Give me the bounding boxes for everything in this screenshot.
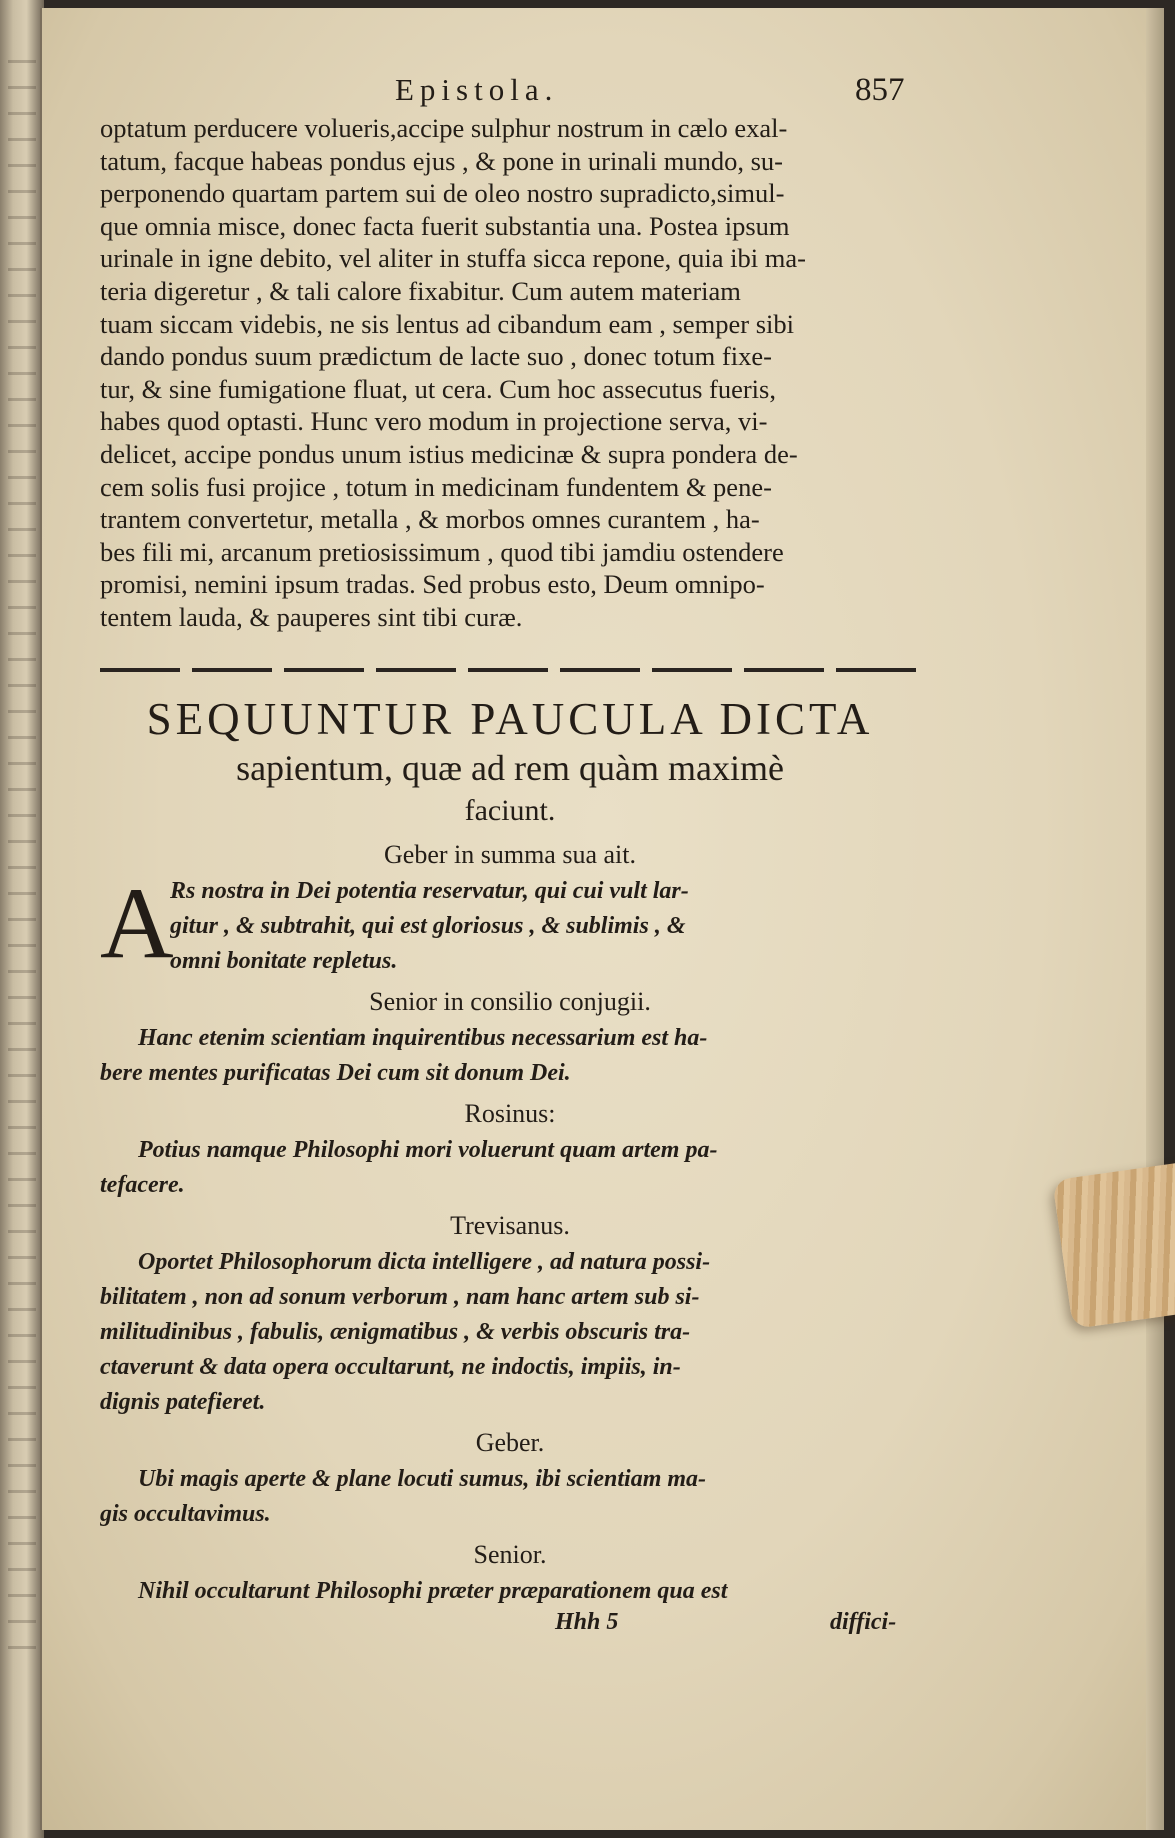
page-number: 857 — [855, 72, 905, 108]
signature-mark: Hhh 5 — [555, 1608, 619, 1635]
citation-source: Rosinus: — [464, 1098, 556, 1128]
quote-line: gis occultavimus. — [100, 1500, 271, 1527]
quote-line: Hanc etenim scientiam inquirentibus necessarium est ha- — [138, 1024, 708, 1051]
quote-line: Ubi magis aperte & plane locuti sumus, ibi scientiam ma- — [138, 1465, 707, 1492]
quote-line: Nihil occultarunt Philosophi præter præparationem qua est — [138, 1577, 728, 1604]
citation-source: Senior. — [473, 1539, 547, 1569]
body-paragraph — [100, 112, 920, 634]
quotation — [100, 866, 920, 980]
page-footer-marks — [100, 1609, 920, 1643]
body-line: perponendo quartam partem sui de oleo nostro supradicto,simul- — [100, 178, 785, 209]
body-line: delicet, accipe pondus unum istius medicinæ & supra pondera de- — [100, 438, 798, 469]
page-fore-edge — [1146, 8, 1164, 1830]
section-heading-line3: faciunt. — [464, 793, 556, 827]
body-line: tatum, facque habeas pondus ejus , & pone in urinali mundo, su- — [100, 145, 783, 176]
section-divider-rule — [100, 668, 920, 672]
quote-line: tefacere. — [100, 1171, 185, 1198]
drop-cap-initial: A — [100, 866, 174, 980]
section-heading-line2: sapientum, quæ ad rem quàm maximè — [236, 747, 784, 788]
body-line: trantem convertetur, metalla , & morbos omnes curantem , ha- — [100, 504, 760, 535]
wooden-clip — [1052, 1161, 1175, 1329]
body-line: promisi, nemini ipsum tradas. Sed probus esto, Deum omnipo- — [100, 569, 765, 600]
running-head-title: Epistola. — [395, 72, 559, 107]
body-line: cem solis fusi projice , totum in medicinam fundentem & pene- — [100, 471, 772, 502]
quote-line: bere mentes purificatas Dei cum sit donum Dei. — [100, 1059, 571, 1086]
body-line: tur, & sine fumigatione fluat, ut cera. Cum hoc assecutus fueris, — [100, 373, 776, 404]
citation-source: Trevisanus. — [450, 1210, 570, 1240]
body-line: dando pondus suum prædictum de lacte suo , donec totum fixe- — [100, 341, 772, 372]
running-head — [100, 70, 920, 112]
quotation — [100, 1021, 920, 1091]
quote-line: Potius namque Philosophi mori voluerunt quam artem pa- — [138, 1136, 718, 1163]
quote-line: bilitatem , non ad sonum verborum , nam hanc artem sub si- — [100, 1283, 700, 1310]
quotation — [100, 1574, 920, 1609]
quote-line: militudinibus , fabulis, ænigmatibus , & verbis obscuris tra- — [100, 1318, 691, 1345]
catchword: diffici- — [830, 1608, 897, 1635]
quote-line: omni bonitate repletus. — [170, 947, 398, 974]
quote-line: gitur , & subtrahit, qui est gloriosus , & sublimis , & — [170, 912, 686, 939]
body-line: que omnia misce, donec facta fuerit substantia una. Postea ipsum — [100, 210, 790, 241]
body-line: habes quod optasti. Hunc vero modum in projectione serva, vi- — [100, 406, 768, 437]
body-line: urinale in igne debito, vel aliter in stuffa sicca repone, quia ibi ma- — [100, 243, 806, 274]
body-line: bes fili mi, arcanum pretiosissimum , quod tibi jamdiu ostendere — [100, 536, 784, 567]
quote-line: Oportet Philosophorum dicta intelligere , ad natura possi- — [138, 1248, 711, 1275]
citation-source: Senior in consilio conjugii. — [369, 986, 651, 1016]
body-line: optatum perducere volueris,accipe sulphur nostrum in cælo exal- — [100, 113, 788, 143]
text-block — [100, 70, 920, 1643]
body-line: teria digeretur , & tali calore fixabitur. Cum autem materiam — [100, 275, 741, 306]
section-heading: SEQUUNTUR PAUCULA DICTA — [146, 693, 874, 744]
citation-source: Geber. — [475, 1427, 545, 1457]
quotation — [100, 1133, 920, 1203]
quotation — [100, 1462, 920, 1532]
body-line: tentem lauda, & pauperes sint tibi curæ. — [100, 601, 523, 632]
facing-page-edges — [0, 0, 44, 1838]
citation-source: Geber in summa sua ait. — [384, 839, 636, 869]
quote-line: dignis patefieret. — [100, 1388, 266, 1415]
body-line: tuam siccam videbis, ne sis lentus ad cibandum eam , semper sibi — [100, 308, 794, 339]
quotation — [100, 1245, 920, 1420]
quote-line: ctaverunt & data opera occultarunt, ne indoctis, impiis, in- — [100, 1353, 681, 1380]
quote-line: Rs nostra in Dei potentia reservatur, qui cui vult lar- — [170, 877, 689, 904]
